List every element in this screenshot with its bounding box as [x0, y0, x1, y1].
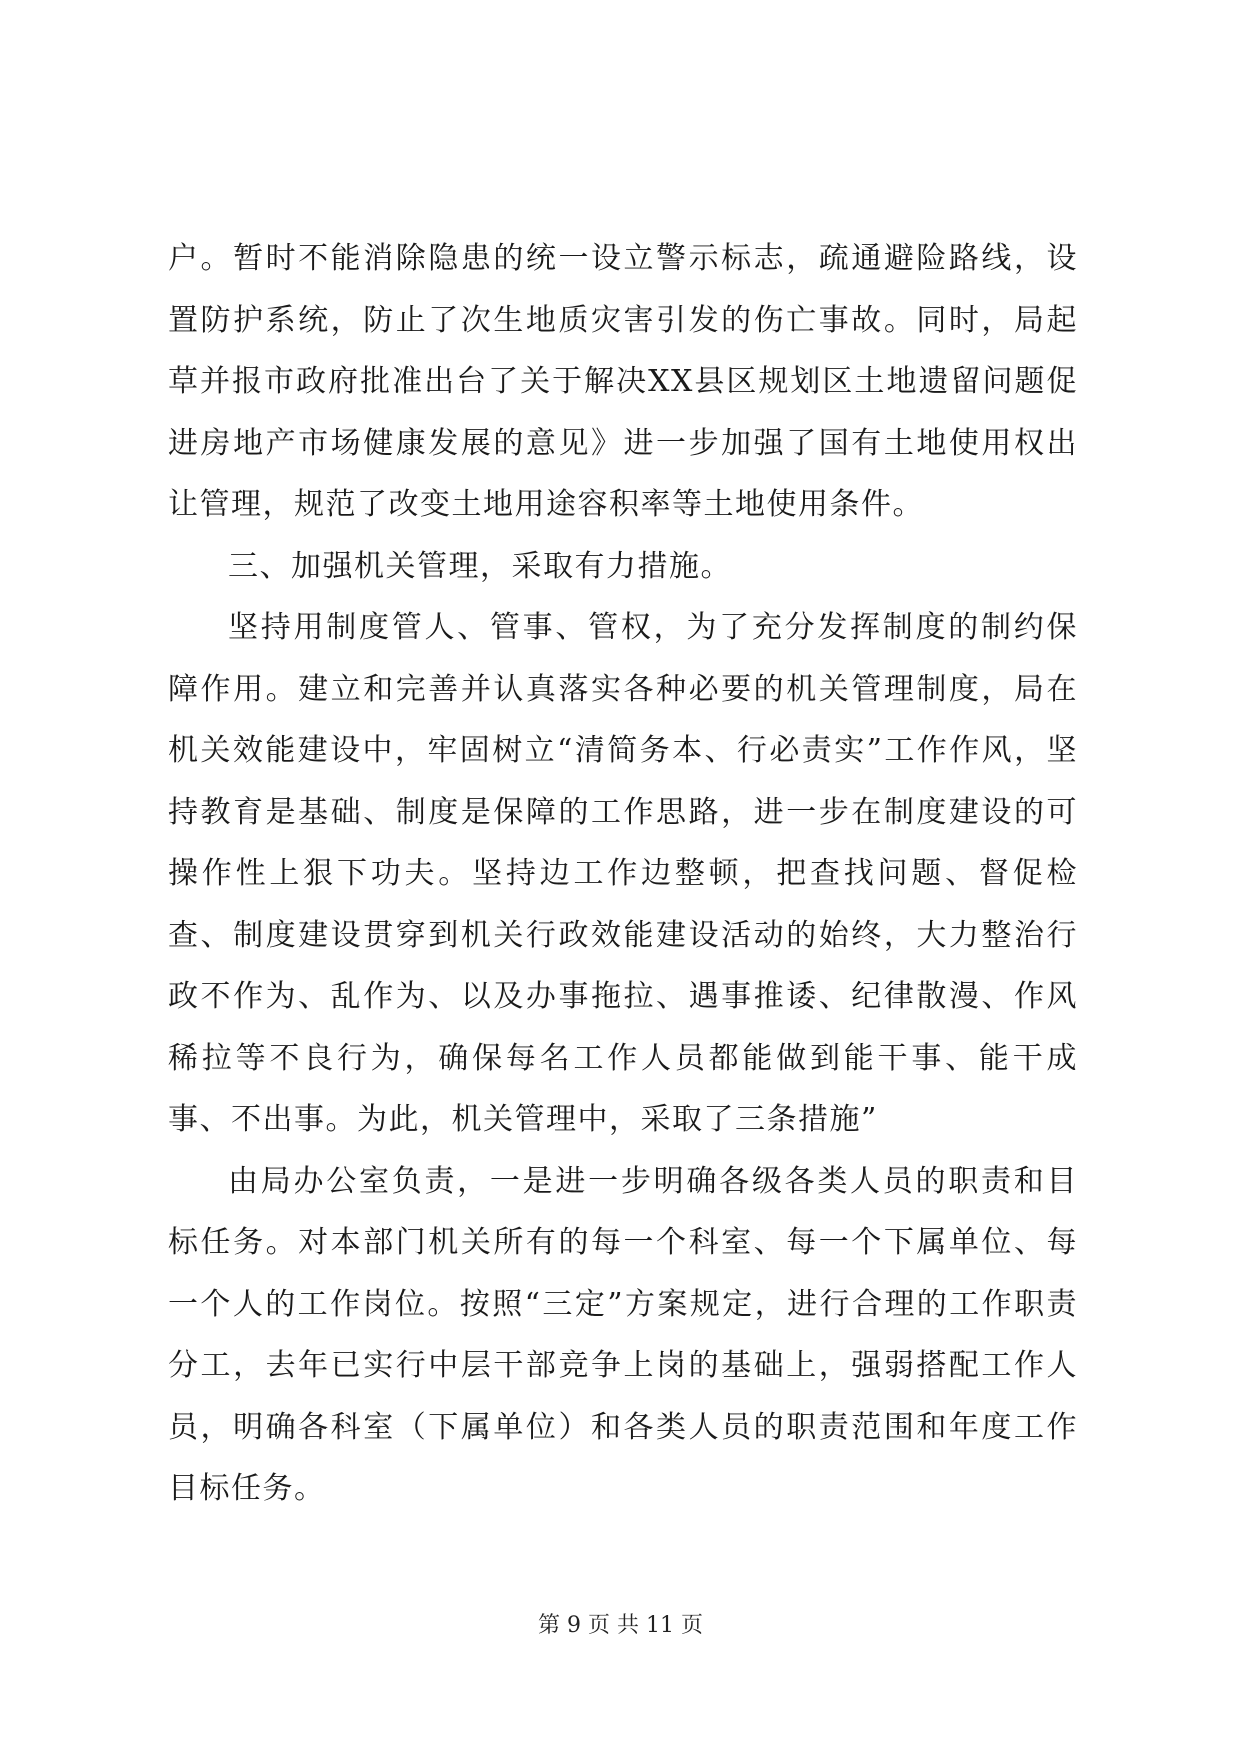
section-heading-3: 三、加强机关管理，采取有力措施。	[228, 548, 732, 584]
paragraph-3: 由局办公室负责，一是进一步明确各级各类人员的职责和目标任务。对本部门机关所有的每一个科室、每一个下属单位、每一个人的工作岗位。按照“三定”方案规定，进行合理的工作职责分工，去年已实行中层干部竞争上岗的基础上，强弱搭配工作人员，明确各科室（下属单位）和各类人员的职责范围和年度工作目标任务。	[168, 1163, 1078, 1506]
paragraph-1: 户。暂时不能消除隐患的统一设立警示标志，疏通避险路线，设置防护系统，防止了次生地质灾害引发的伤亡事故。同时，局起草并报市政府批准出台了关于解决XX县区规划区土地遗留问题促进房地产市场健康发展的意见》进一步加强了国有土地使用权出让管理，规范了改变土地用途容积率等土地使用条件。	[168, 241, 1078, 522]
page-number-footer: 第 9 页 共 11 页	[538, 1613, 703, 1638]
paragraph-2: 坚持用制度管人、管事、管权，为了充分发挥制度的制约保障作用。建立和完善并认真落实各种必要的机关管理制度，局在机关效能建设中，牢固树立“清简务本、行必责实”工作作风，坚持教育是基础、制度是保障的工作思路，进一步在制度建设的可操作性上狠下功夫。坚持边工作边整顿，把查找问题、督促检查、制度建设贯穿到机关行政效能建设活动的始终，大力整治行政不作为、乱作为、以及办事拖拉、遇事推诿、纪律散漫、作风稀拉等不良行为，确保每名工作人员都能做到能干事、能干成事、不出事。为此，机关管理中，采取了三条措施”	[168, 610, 1078, 1137]
document-body	[168, 228, 1078, 1520]
